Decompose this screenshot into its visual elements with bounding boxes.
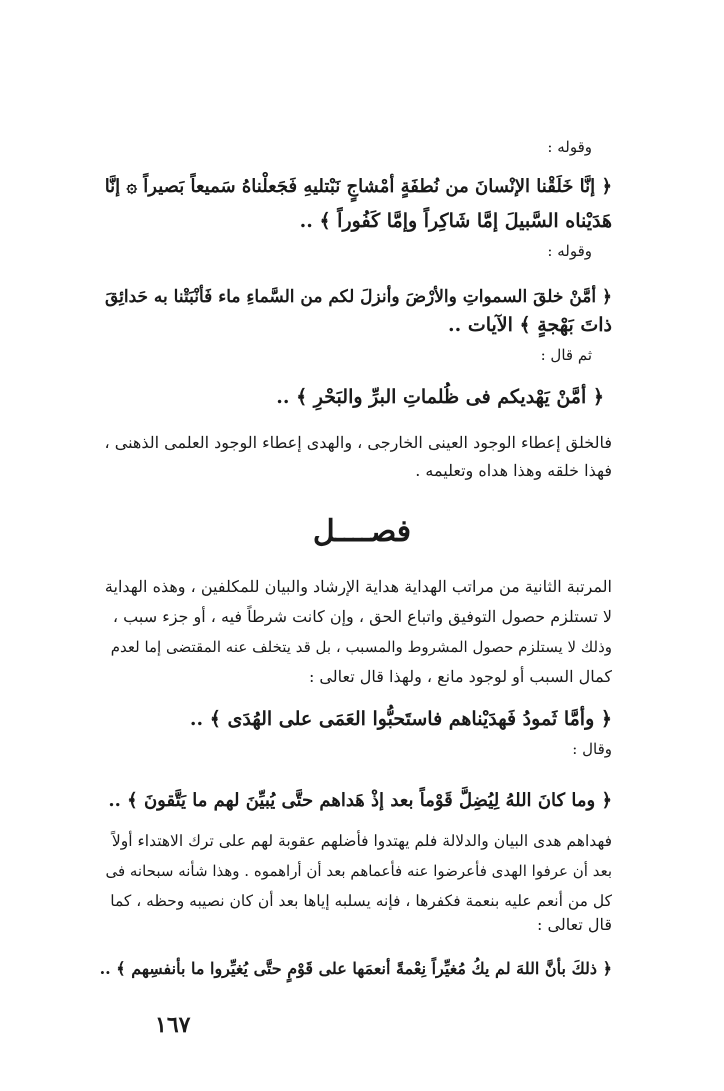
page-number: ١٦٧ (155, 1012, 191, 1038)
quran-verse-line: ﴿ إنَّا خَلَقْنا الإنْسانَ من نُطفَةٍ أمْشاجٍ نَبْتليهِ فَجَعلْناهُ سَميعاً بَصيراً ۞ إنَّا (104, 176, 612, 197)
quran-verse-line: ﴿ وما كانَ اللهُ لِيُضِلَّ قَوْماً بعد إذْ هَداهم حتَّى يُبيِّنَ لهم ما يَتَّقونَ ﴾ .. (108, 790, 612, 811)
quran-verse-line: هَدَيْناه السَّبيلَ إمَّا شَاكِراً وإمَّا كَفُوراً ﴾ .. (299, 210, 612, 232)
quran-verse-line: ﴿ أمَّنْ يَهْديكم فى ظُلماتِ البرِّ والبَحْرِ ﴾ .. (276, 386, 604, 408)
text-line: قال تعالى : (537, 915, 612, 934)
quran-verse-line: ذاتَ بَهْجةٍ ﴾ الآيات .. (447, 314, 612, 336)
text-line: لا تستلزم حصول التوفيق واتباع الحق ، وإن كانت شرطاً فيه ، أو جزء سبب ، (112, 607, 612, 626)
text-line: فالخلق إعطاء الوجود العينى الخارجى ، والهدى إعطاء الوجود العلمى الذهنى ، (104, 433, 612, 452)
quran-verse-line: ﴿ أمَّنْ خلقَ السمواتِ والأرْضَ وأنزلَ لكم من السَّماءِ ماء فَأنْبَتْنا به حَدائِقَ (104, 287, 612, 307)
text-line: كمال السبب أو لوجود مانع ، ولهذا قال تعالى : (308, 667, 612, 686)
section-heading: فصــــل (312, 514, 412, 549)
text-line: المرتبة الثانية من مراتب الهداية هداية الإرشاد والبيان للمكلفين ، وهذه الهداية (104, 577, 612, 596)
text-line: ثم قال : (540, 346, 592, 364)
text-line: وذلك لا يستلزم حصول المشروط والمسبب ، بل قد يتخلف عنه المقتضى إما لعدم (110, 638, 612, 656)
text-line: وقوله : (547, 242, 592, 260)
text-line: وقال : (572, 740, 612, 758)
text-line: فهداهم هدى البيان والدلالة فلم يهتدوا فأضلهم عقوبة لهم على ترك الاهتداء أولاً (111, 832, 612, 850)
text-line: كل من أنعم عليه بنعمة فكفرها ، فإنه يسلبه إياها بعد أن كان نصيبه وحظه ، كما (110, 892, 612, 910)
text-line: بعد أن عرفوا الهدى فأعرضوا عنه فأعماهم بعد أن أراهموه . وهذا شأنه سبحانه فى (105, 862, 612, 880)
quran-verse-line: ﴿ وأمَّا ثَمودُ فَهدَيْناهم فاستَحبُّوا العَمَى على الهُدَى ﴾ .. (189, 708, 612, 730)
text-line: فهذا خلقه وهذا هداه وتعليمه . (415, 461, 612, 480)
text-line: وقوله : (547, 138, 592, 156)
quran-verse-line: ﴿ ذلكَ بأنَّ اللهَ لم يكُ مُغيِّراً نِعْمةً أنعمَها على قَوْمٍ حتَّى يُغيِّروا ما بأنفسِهم ﴾ .. (99, 959, 612, 978)
